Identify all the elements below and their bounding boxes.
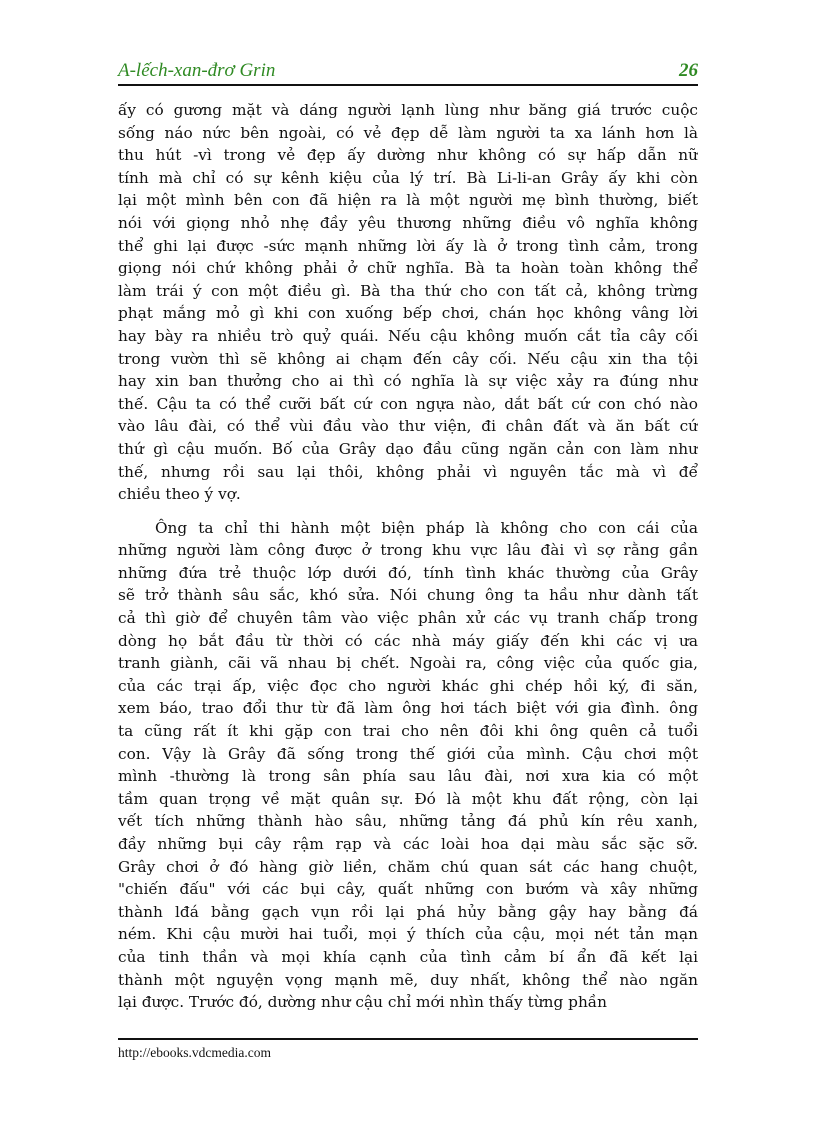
text-line: làm trái ý con một điều gì. Bà tha thứ cho con tất cả, không trừng [118,281,698,300]
text-line: thành một nguyện vọng mạnh mẽ, duy nhất, không thể nào ngăn [118,970,698,989]
text-line: phạt mắng mỏ gì khi con xuống bếp chơi, chán học không vâng lời [118,304,698,323]
body-text [118,99,698,1014]
text-line: vào lâu đài, có thể vùi đầu vào thư viện, đi chân đất và ăn bất cứ [118,417,698,436]
text-line: Ông ta chỉ thi hành một biện pháp là không cho con cái của [155,518,698,537]
text-line: thứ gì cậu muốn. Bố của Grây dạo đầu cũng ngăn cản con làm như [118,439,698,458]
text-line: những người làm công được ở trong khu vực lâu đài vì sợ rằng gần [118,541,698,560]
text-line: lại một mình bên con đã hiện ra là một người mẹ bình thường, biết [118,191,698,210]
text-line: tranh giành, cãi vã nhau bị chết. Ngoài ra, công việc của quốc gia, [118,654,698,673]
text-line: ấy có gương mặt và dáng người lạnh lùng như băng giá trước cuộc [118,101,698,119]
text-line: "chiến đấu" với các bụi cây, quất những con bướm và xây những [118,880,698,899]
text-line: lại được. Trước đó, dường như cậu chỉ mới nhìn thấy từng phần [118,993,608,1012]
text-line: của tinh thần và mọi khía cạnh của tình cảm bí ẩn đã kết lại [118,947,698,966]
text-line: tính mà chỉ có sự kênh kiệu của lý trí. Bà Li-li-an Grây ấy khi còn [118,168,698,187]
paragraph-2 [118,517,698,1014]
footer-url-link[interactable]: http://ebooks.vdcmedia.com [118,1045,271,1060]
text-line: sẽ trở thành sâu sắc, khó sửa. Nói chung ông ta hầu như dành tất [118,586,698,605]
page-number: 26 [679,60,698,81]
text-line: giọng nói chứ không phải ở chữ nghĩa. Bà ta hoàn toàn không thể [118,259,698,278]
text-line: hay xin ban thưởng cho ai thì có nghĩa là sự việc xảy ra đúng như [118,372,698,391]
text-line: xem báo, trao đổi thư từ đã làm ông hơi tách biệt với gia đình. ông [118,699,698,718]
book-author-title: A-lếch-xan-đrơ Grin [118,60,276,81]
text-line: vết tích những thành hào sâu, những tảng đá phủ kín rêu xanh, [118,812,698,831]
text-line: thế, nhưng rồi sau lại thôi, không phải vì nguyên tắc mà vì để [118,462,698,481]
text-line: nói với giọng nhỏ nhẹ đầy yêu thương những điều vô nghĩa không [118,213,698,232]
text-line: thể ghi lại được -sức mạnh những lời ấy là ở trong tình cảm, trong [118,236,698,255]
text-line: thu hút -vì trong vẻ đẹp ấy dường như không có sự hấp dẫn nữ [118,146,698,165]
text-line: chiều theo ý vợ. [118,485,241,504]
text-line: cả thì giờ để chuyên tâm vào việc phân xử các vụ tranh chấp trong [118,609,698,628]
text-line: đầy những bụi cây rậm rạp và các loài hoa dại màu sắc sặc sỡ. [118,835,698,853]
page-header [118,58,698,86]
paragraph-1 [118,99,698,506]
text-line: thành lđá bằng gạch vụn rồi lại phá hủy bằng gậy hay bằng đá [118,902,698,921]
page-footer [118,1038,698,1060]
text-line: ném. Khi cậu mười hai tuổi, mọi ý thích của cậu, mọi nét tản mạn [118,925,698,944]
text-line: những đứa trẻ thuộc lớp dưới đó, tính tình khác thường của Grây [118,563,698,582]
text-line: dòng họ bắt đầu từ thời có các nhà máy giấy đến khi các vị ưa [118,631,698,650]
text-line: sống náo nức bên ngoài, có vẻ đẹp dễ làm người ta xa lánh hơn là [118,123,698,142]
paragraph-spacer [118,506,698,517]
text-line: thế. Cậu ta có thể cưỡi bất cứ con ngựa nào, dắt bất cứ con chó nào [118,394,698,413]
text-line: con. Vậy là Grây đã sống trong thế giới của mình. Cậu chơi một [118,744,698,763]
text-line: tầm quan trọng về mặt quân sự. Đó là một khu đất rộng, còn lại [118,789,698,808]
text-line: trong vườn thì sẽ không ai chạm đến cây cối. Nếu cậu xin tha tội [118,349,698,368]
text-line: ta cũng rất ít khi gặp con trai cho nên đôi khi ông quên cả tuổi [118,722,698,741]
text-line: mình -thường là trong sân phía sau lâu đài, nơi xưa kia có một [118,767,698,786]
text-line: của các trại ấp, việc đọc cho người khác ghi chép hồi ký, đi săn, [118,676,698,695]
text-line: hay bày ra nhiều trò quỷ quái. Nếu cậu không muốn cắt tỉa cây cối [118,326,698,345]
text-line: Grây chơi ở đó hàng giờ liền, chăm chú quan sát các hang chuột, [118,857,698,876]
